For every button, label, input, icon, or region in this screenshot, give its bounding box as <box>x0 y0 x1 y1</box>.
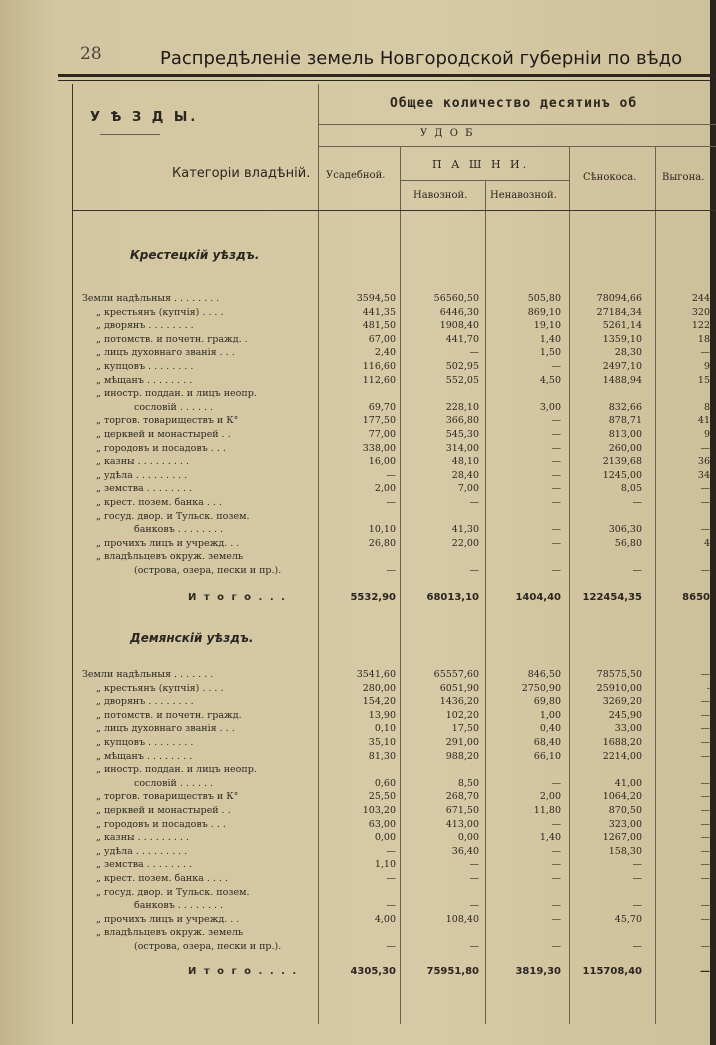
row-value: 0,00 <box>457 832 479 844</box>
table-row <box>0 750 716 764</box>
table-row <box>0 682 716 696</box>
row-value: 869,10 <box>527 306 561 318</box>
table-row <box>0 940 716 954</box>
section-title: Демянскій уѣздъ. <box>130 631 254 645</box>
row-label: „ прочихъ лицъ и учрежд. . . <box>96 913 240 925</box>
row-value: — <box>700 845 710 857</box>
row-value: 25910,00 <box>596 682 642 694</box>
row-label: (острова, озера, пески и пр.). <box>134 565 282 576</box>
row-value: — <box>700 723 710 735</box>
row-label: „ дворянъ . . . . . . . . <box>96 320 194 332</box>
row-value: 36,40 <box>451 845 479 857</box>
table-row <box>0 790 716 804</box>
row-value: 13,90 <box>368 709 396 721</box>
row-label: сословій . . . . . . <box>134 777 214 789</box>
row-value: 268,70 <box>445 791 479 803</box>
row-label: „ госуд. двор. и Тульск. позем. <box>96 510 250 522</box>
row-value: — <box>700 832 710 844</box>
table-row <box>0 360 716 374</box>
col-header-nenavoznoi: Ненавозной. <box>490 190 557 201</box>
row-value: 33,00 <box>614 723 642 735</box>
row-value: 35,10 <box>368 737 396 748</box>
row-value: — <box>551 859 561 871</box>
row-value: 78094,66 <box>596 293 642 304</box>
row-value: — <box>551 429 561 440</box>
row-value: 2139,68 <box>602 456 642 468</box>
page-title: Распредѣленіе земель Новгородской губерніи по вѣдо <box>160 48 683 69</box>
row-value: 41,00 <box>614 777 642 789</box>
header-rule <box>318 124 716 125</box>
row-value: 1688,20 <box>602 737 642 748</box>
row-value: 103,20 <box>362 805 396 816</box>
row-label: банковъ . . . . . . . . <box>134 524 224 536</box>
row-value: 17,50 <box>451 723 479 735</box>
row-value: 18 <box>697 333 710 345</box>
header-bottom-rule <box>72 210 716 211</box>
row-value: 413,00 <box>445 818 479 830</box>
total-label: И т о г о . . . <box>188 592 287 603</box>
row-value: 81,30 <box>368 750 396 762</box>
table-row <box>0 469 716 483</box>
col-header-usadebnoi: Усадебной. <box>326 170 386 181</box>
row-label: „ удѣла . . . . . . . . . <box>96 469 188 481</box>
row-value: — <box>469 873 479 884</box>
row-value: 1436,20 <box>439 696 479 708</box>
row-value: 10,10 <box>368 524 396 536</box>
row-value: 260,00 <box>608 442 642 454</box>
table-row <box>0 818 716 832</box>
row-value: 4,00 <box>374 913 396 925</box>
row-value: 67,00 <box>368 333 396 345</box>
col-header-senokosa: Сѣнокоса. <box>583 172 637 183</box>
table-row <box>0 442 716 456</box>
row-value: 3541,60 <box>356 669 396 680</box>
uezdy-header: У Ѣ З Д Ы. <box>90 110 199 125</box>
row-value: — <box>700 565 710 576</box>
table-row <box>0 709 716 723</box>
row-label: сословій . . . . . . <box>134 401 214 413</box>
row-value: 112,60 <box>362 374 396 386</box>
row-value: — <box>700 805 710 816</box>
row-label: „ купцовъ . . . . . . . . <box>96 737 194 748</box>
table-row <box>0 564 716 578</box>
row-value: — <box>700 791 710 803</box>
total-value: 122454,35 <box>582 592 642 603</box>
total-value: 75951,80 <box>426 966 479 977</box>
total-value: 68013,10 <box>426 592 479 603</box>
table-row <box>0 872 716 886</box>
row-value: 8,50 <box>457 777 479 789</box>
row-value: — <box>700 913 710 925</box>
row-value: — <box>700 941 710 952</box>
categories-header: Категоріи владѣній. <box>172 166 311 181</box>
row-value: — <box>551 442 561 454</box>
row-label: „ торгов. товариществъ и К° <box>96 791 239 803</box>
table-row <box>0 387 716 401</box>
col-header-vygona: Выгона. <box>662 172 705 183</box>
row-value: 545,30 <box>445 429 479 440</box>
row-label: „ потомств. и почетн. гражд. . <box>96 333 248 345</box>
table-row <box>0 333 716 347</box>
row-label: банковъ . . . . . . . . <box>134 900 224 912</box>
row-value: 177,50 <box>362 415 396 427</box>
row-label: „ крест. позем. банка . . . <box>96 497 222 508</box>
row-value: 25,50 <box>368 791 396 803</box>
row-value: — <box>551 900 561 912</box>
row-value: 108,40 <box>445 913 479 925</box>
row-value: 4,50 <box>539 374 561 386</box>
row-value: 3,00 <box>539 401 561 413</box>
header-rule <box>318 146 716 147</box>
table-row <box>0 913 716 927</box>
row-label: „ владѣльцевъ окруж. земель <box>96 927 244 939</box>
row-label: „ лицъ духовнаго званія . . . <box>96 723 235 735</box>
table-row <box>0 695 716 709</box>
table-row <box>0 319 716 333</box>
row-value: 0,60 <box>374 777 396 789</box>
row-value: 441,35 <box>362 306 396 318</box>
row-value: 16,00 <box>368 456 396 468</box>
row-label: „ земства . . . . . . . . <box>96 483 193 495</box>
row-label: „ городовъ и посадовъ . . . <box>96 818 226 830</box>
row-label: „ крестьянъ (купчія) . . . . <box>96 306 224 318</box>
section-title: Крестецкій уѣздъ. <box>130 248 260 262</box>
table-row <box>0 455 716 469</box>
row-value: 441,70 <box>445 333 479 345</box>
row-value: — <box>551 361 561 372</box>
row-value: 28,40 <box>451 469 479 481</box>
table-row <box>0 374 716 388</box>
row-value: 846,50 <box>527 669 561 680</box>
row-value: 27184,34 <box>596 306 642 318</box>
row-label: „ церквей и монастырей . . <box>96 429 231 440</box>
row-value: — <box>632 497 642 508</box>
row-value: 1,10 <box>374 859 396 871</box>
row-label: „ иностр. поддан. и лицъ неопр. <box>96 388 257 400</box>
row-label: „ церквей и монастырей . . <box>96 805 231 816</box>
row-value: 158,30 <box>608 845 642 857</box>
row-value: 1064,20 <box>602 791 642 803</box>
row-value: 671,50 <box>445 805 479 816</box>
row-label: „ владѣльцевъ окруж. земель <box>96 551 244 563</box>
total-value: 4305,30 <box>350 966 396 977</box>
row-value: — <box>469 859 479 871</box>
row-value: — <box>551 777 561 789</box>
row-label: „ лицъ духовнаго званія . . . <box>96 347 235 359</box>
row-label: „ земства . . . . . . . . <box>96 859 193 871</box>
row-label: „ дворянъ . . . . . . . . <box>96 696 194 708</box>
row-value: 122 <box>691 320 710 332</box>
table-row <box>0 550 716 564</box>
row-value: — <box>700 347 710 359</box>
row-value: 0,40 <box>539 723 561 735</box>
row-value: 244 <box>691 293 710 304</box>
row-value: 1245,00 <box>602 469 642 481</box>
row-value: — <box>551 845 561 857</box>
total-value: 8650 <box>682 592 710 603</box>
row-label: „ иностр. поддан. и лицъ неопр. <box>96 764 257 776</box>
row-value: 8,05 <box>620 483 642 495</box>
row-value: - <box>706 682 710 694</box>
total-row <box>0 965 716 979</box>
row-value: — <box>551 913 561 925</box>
row-value: 65557,60 <box>433 669 479 680</box>
header-tick <box>100 134 160 135</box>
row-value: — <box>700 497 710 508</box>
row-value: 306,30 <box>608 524 642 536</box>
table-row <box>0 537 716 551</box>
col-header-navoznoi: Навозной. <box>413 190 468 201</box>
row-value: 66,10 <box>533 750 561 762</box>
total-label: И т о г о . . . . <box>188 966 299 977</box>
row-value: 41 <box>697 415 710 427</box>
table-row <box>0 414 716 428</box>
row-value: 245,90 <box>608 709 642 721</box>
row-value: 2,00 <box>539 791 561 803</box>
top-rule <box>58 74 716 77</box>
row-value: 2750,90 <box>521 682 561 694</box>
row-value: — <box>551 483 561 495</box>
row-label: „ мѣщанъ . . . . . . . . <box>96 750 193 762</box>
row-value: 1,00 <box>539 709 561 721</box>
row-value: 4 <box>703 537 710 549</box>
row-value: — <box>386 900 396 912</box>
row-value: 2,40 <box>374 347 396 359</box>
row-value: — <box>551 873 561 884</box>
table-row <box>0 482 716 496</box>
row-value: 48,10 <box>451 456 479 468</box>
row-value: — <box>700 873 710 884</box>
row-value: 3594,50 <box>356 293 396 304</box>
row-value: — <box>551 456 561 468</box>
row-label: „ крестьянъ (купчія) . . . . <box>96 682 224 694</box>
row-value: — <box>700 709 710 721</box>
row-value: 552,05 <box>445 374 479 386</box>
table-row <box>0 858 716 872</box>
row-value: 41,30 <box>451 524 479 536</box>
row-value: — <box>551 524 561 536</box>
row-value: 228,10 <box>445 401 479 413</box>
row-value: 77,00 <box>368 429 396 440</box>
row-value: 870,50 <box>608 805 642 816</box>
row-value: — <box>700 483 710 495</box>
row-value: 7,00 <box>457 483 479 495</box>
row-value: 102,20 <box>445 709 479 721</box>
header-rule <box>400 180 569 181</box>
row-value: — <box>469 900 479 912</box>
row-value: — <box>632 873 642 884</box>
row-label: „ купцовъ . . . . . . . . <box>96 361 194 372</box>
row-value: 63,00 <box>368 818 396 830</box>
row-value: 116,60 <box>362 361 396 372</box>
row-value: — <box>632 565 642 576</box>
row-value: 280,00 <box>362 682 396 694</box>
row-value: 78575,50 <box>596 669 642 680</box>
row-value: 502,95 <box>445 361 479 372</box>
row-value: — <box>386 845 396 857</box>
row-value: 505,80 <box>527 293 561 304</box>
row-value: — <box>551 537 561 549</box>
row-label: „ городовъ и посадовъ . . . <box>96 442 226 454</box>
row-value: 19,10 <box>533 320 561 332</box>
row-value: — <box>632 859 642 871</box>
row-value: — <box>700 900 710 912</box>
row-value: 26,80 <box>368 537 396 549</box>
table-row <box>0 926 716 940</box>
row-value: 11,80 <box>533 805 561 816</box>
table-row <box>0 763 716 777</box>
row-value: 878,71 <box>608 415 642 427</box>
row-value: 69,80 <box>533 696 561 708</box>
row-value: 2214,00 <box>602 750 642 762</box>
row-value: 9 <box>703 429 710 440</box>
row-value: 45,70 <box>614 913 642 925</box>
row-value: — <box>386 565 396 576</box>
total-value: — <box>700 966 710 977</box>
row-value: 68,40 <box>533 737 561 748</box>
row-value: — <box>700 696 710 708</box>
table-row <box>0 292 716 306</box>
row-value: — <box>551 941 561 952</box>
row-value: — <box>386 873 396 884</box>
table-row <box>0 428 716 442</box>
table-row <box>0 845 716 859</box>
row-value: 1,50 <box>539 347 561 359</box>
row-value: 314,00 <box>445 442 479 454</box>
total-value: 115708,40 <box>582 966 642 977</box>
row-label: „ удѣла . . . . . . . . . <box>96 845 188 857</box>
row-value: — <box>700 737 710 748</box>
row-value: — <box>700 777 710 789</box>
row-value: 988,20 <box>445 750 479 762</box>
row-value: 56,80 <box>614 537 642 549</box>
row-value: — <box>632 941 642 952</box>
row-value: 832,66 <box>608 401 642 413</box>
table-row <box>0 510 716 524</box>
table-row <box>0 831 716 845</box>
row-label: „ крест. позем. банка . . . . <box>96 873 228 884</box>
total-header: Общее количество десятинъ об <box>390 96 638 111</box>
row-value: — <box>469 565 479 576</box>
row-label: Земли надѣльныя . . . . . . . <box>82 669 214 680</box>
row-value: 9 <box>703 361 710 372</box>
row-value: — <box>386 497 396 508</box>
row-value: — <box>469 347 479 359</box>
row-value: 34 <box>697 469 710 481</box>
row-value: 338,00 <box>362 442 396 454</box>
row-value: 320 <box>691 306 710 318</box>
row-value: 36 <box>697 456 710 468</box>
row-label: „ потомств. и почетн. гражд. <box>96 709 242 721</box>
row-value: 291,00 <box>445 737 479 748</box>
row-label: „ торгов. товариществъ и К° <box>96 415 239 427</box>
row-value: — <box>700 524 710 536</box>
table-row <box>0 523 716 537</box>
table-row <box>0 401 716 415</box>
row-value: — <box>551 415 561 427</box>
row-value: — <box>700 750 710 762</box>
row-label: „ казны . . . . . . . . . <box>96 456 189 468</box>
row-value: 8 <box>703 401 710 413</box>
row-value: 154,20 <box>362 696 396 708</box>
row-value: 323,00 <box>608 818 642 830</box>
table-row <box>0 346 716 360</box>
total-value: 1404,40 <box>515 592 561 603</box>
table-row <box>0 668 716 682</box>
table-row <box>0 736 716 750</box>
row-value: 6051,90 <box>439 682 479 694</box>
top-rule-thin <box>58 80 716 81</box>
row-value: — <box>551 469 561 481</box>
total-row <box>0 591 716 605</box>
row-label: (острова, озера, пески и пр.). <box>134 941 282 952</box>
row-value: 481,50 <box>362 320 396 332</box>
row-value: 813,00 <box>608 429 642 440</box>
row-value: — <box>700 859 710 871</box>
row-value: 69,70 <box>368 401 396 413</box>
row-value: — <box>700 818 710 830</box>
row-value: 1,40 <box>539 333 561 345</box>
udobn-header: У Д О Б <box>420 128 475 139</box>
row-value: 56560,50 <box>433 293 479 304</box>
row-value: 1908,40 <box>439 320 479 332</box>
total-value: 3819,30 <box>515 966 561 977</box>
row-label: „ казны . . . . . . . . . <box>96 832 189 844</box>
table-row <box>0 899 716 913</box>
row-value: 5261,14 <box>602 320 642 332</box>
row-value: 1488,94 <box>602 374 642 386</box>
row-value: — <box>551 565 561 576</box>
row-value: 15 <box>697 374 710 386</box>
table-row <box>0 496 716 510</box>
table-row <box>0 722 716 736</box>
table-row <box>0 886 716 900</box>
row-value: — <box>551 818 561 830</box>
col-header-pashni: П А Ш Н И. <box>432 158 530 171</box>
row-value: — <box>469 497 479 508</box>
row-value: — <box>469 941 479 952</box>
row-value: 2497,10 <box>602 361 642 372</box>
row-label: Земли надѣльныя . . . . . . . . <box>82 293 220 304</box>
row-value: — <box>632 900 642 912</box>
page-number: 28 <box>80 44 102 64</box>
row-value: 2,00 <box>374 483 396 495</box>
row-value: — <box>700 442 710 454</box>
row-label: „ госуд. двор. и Тульск. позем. <box>96 886 250 898</box>
row-value: 0,10 <box>374 723 396 735</box>
row-value: — <box>700 669 710 680</box>
table-row <box>0 777 716 791</box>
row-label: „ прочихъ лицъ и учрежд. . . <box>96 537 240 549</box>
row-value: 3269,20 <box>602 696 642 708</box>
table-row <box>0 804 716 818</box>
row-value: 1359,10 <box>602 333 642 345</box>
row-value: — <box>386 941 396 952</box>
row-value: — <box>386 469 396 481</box>
row-value: 22,00 <box>451 537 479 549</box>
row-value: 1267,00 <box>602 832 642 844</box>
row-label: „ мѣщанъ . . . . . . . . <box>96 374 193 386</box>
total-value: 5532,90 <box>350 592 396 603</box>
row-value: 28,30 <box>614 347 642 359</box>
table-row <box>0 306 716 320</box>
row-value: — <box>551 497 561 508</box>
row-value: 1,40 <box>539 832 561 844</box>
row-value: 6446,30 <box>439 306 479 318</box>
row-value: 366,80 <box>445 415 479 427</box>
row-value: 0,00 <box>374 832 396 844</box>
